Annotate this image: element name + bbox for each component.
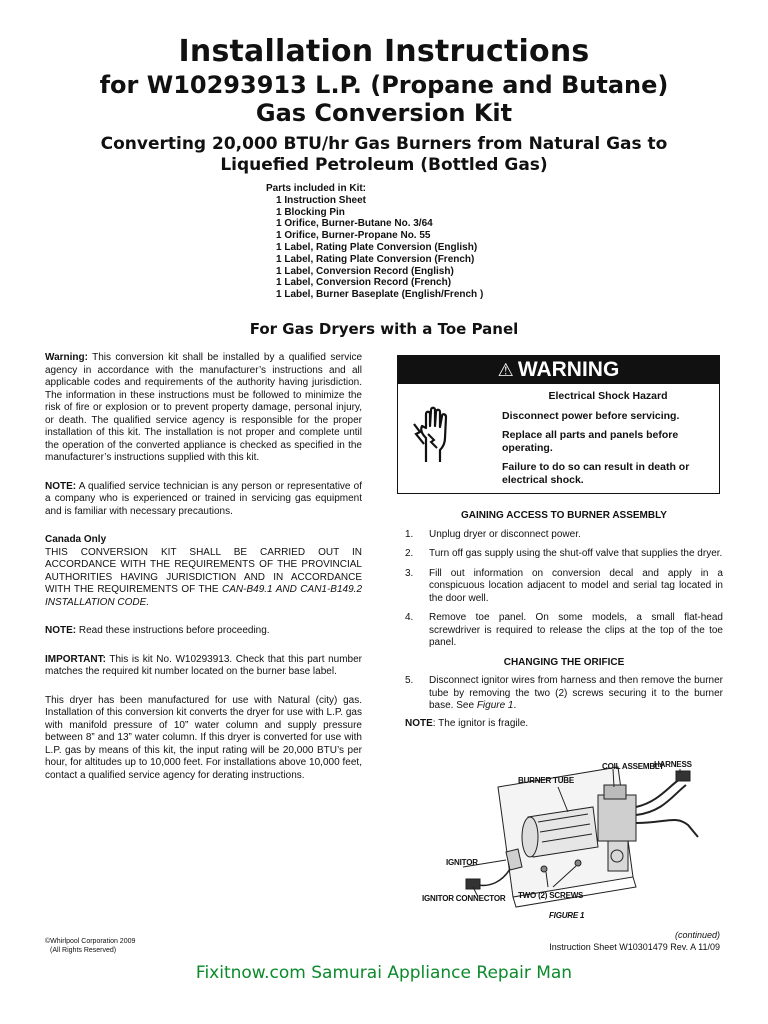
parts-item: 1 Orifice, Burner-Butane No. 3/64: [276, 218, 433, 230]
step-text: Fill out information on conversion decal and apply in a conspicuous location adjacent to model and serial tag located in the door well.: [429, 567, 723, 604]
right-column: [405, 510, 723, 730]
step-item: [405, 675, 723, 713]
note-label: NOTE:: [45, 480, 77, 492]
sheet-number: Instruction Sheet W10301479 Rev. A 11/09: [549, 942, 720, 952]
section-heading: CHANGING THE ORIFICE: [503, 656, 625, 668]
title-line-3: Gas Conversion Kit: [255, 99, 513, 127]
warning-text-block: [502, 390, 714, 493]
parts-item: 1 Label, Rating Plate Conversion (English): [276, 241, 478, 253]
note-label: NOTE:: [45, 625, 77, 636]
canada-paragraph: [45, 534, 362, 609]
label-two-screws: TWO (2) SCREWS: [518, 891, 584, 900]
page-title: Installation Instructions: [178, 34, 590, 69]
important-paragraph: [45, 654, 362, 679]
parts-item: 1 Label, Conversion Record (French): [276, 277, 452, 289]
step-item: [405, 568, 723, 606]
canada-text: THIS CONVERSION KIT SHALL BE CARRIED OUT IN ACCORDANCE WITH THE REQUIREMENTS OF THE PROVINCIAL AUTHORITIES HAVING JURISDICTION AND IN ACCORDANCE WITH THE REQUIREMENTS OF THE: [45, 546, 362, 595]
important-label: IMPORTANT:: [45, 653, 106, 665]
note-label: NOTE: [405, 717, 433, 729]
copyright-line: ©Whirlpool Corporation 2009: [45, 938, 136, 945]
warning-title: WARNING: [517, 358, 620, 381]
step-end: .: [513, 700, 517, 711]
step-item: [405, 529, 723, 542]
figure-1: [418, 757, 736, 927]
label-burner-tube: BURNER TUBE: [518, 776, 575, 785]
warning-triangle-icon: ⚠: [497, 360, 514, 380]
figure-reference: Figure 1: [476, 700, 514, 711]
warning-box: [397, 355, 720, 494]
step-text: Disconnect ignitor wires from harness and then remove the burner tube by removing the two (2) screws securing it to the burner base. See: [429, 675, 723, 711]
canada-heading: Canada Only: [45, 534, 107, 545]
parts-item: 1 Blocking Pin: [276, 206, 345, 218]
note-paragraph: [45, 481, 362, 519]
step-number: 4.: [405, 612, 414, 623]
step-item: [405, 548, 723, 561]
parts-list: [266, 183, 483, 301]
step-number: 2.: [405, 548, 414, 559]
copyright-line: (All Rights Reserved): [50, 947, 117, 954]
left-column: [45, 352, 362, 798]
step-item: [405, 612, 723, 650]
subtitle-line-1: Converting 20,000 BTU/hr Gas Burners from Natural Gas to: [100, 134, 668, 154]
note-text: A qualified service technician is any person or representative of a company who is experienced or trained in servicing gas equipment and is familiar with necessary precautions.: [45, 480, 362, 517]
warning-text: This conversion kit shall be installed by a qualified service agency in accordance with the manufacturer’s instructions and all applicable codes and requirements of the authority having jurisdiction. The information in these instructions must be followed to minimize the risk of fire or explosion or to prevent property damage, personal injury, or death. The qualified service agency is responsible for the proper installation of this kit. The installation is not proper and complete until the operation of the converted appliance is checked as specified in the manufacturer’s instructions supplied with this kit.: [45, 352, 362, 463]
note-text: Read these instructions before proceeding.: [76, 625, 270, 636]
label-ignitor-connector: IGNITOR CONNECTOR: [422, 894, 506, 903]
ignitor-note: [405, 718, 723, 731]
parts-item: 1 Label, Burner Baseplate (English/French ): [276, 289, 484, 301]
label-ignitor: IGNITOR: [446, 858, 478, 867]
step-number: 1.: [405, 528, 414, 540]
step-text: Unplug dryer or disconnect power.: [429, 528, 581, 540]
parts-item: 1 Label, Rating Plate Conversion (French): [276, 253, 475, 265]
canada-code: CAN-B49.1 AND CAN1-B149.2 INSTALLATION CODE.: [45, 584, 363, 608]
warning-line: Failure to do so can result in death or electrical shock.: [502, 461, 690, 486]
note-read-paragraph: [45, 625, 362, 638]
label-coil-assembly: COIL ASSEMBLY: [602, 762, 665, 771]
parts-item: 1 Label, Conversion Record (English): [276, 265, 454, 277]
warning-paragraph: [45, 352, 362, 465]
warning-line: Disconnect power before servicing.: [502, 410, 680, 422]
warning-header: [398, 356, 719, 384]
toe-panel-heading: For Gas Dryers with a Toe Panel: [249, 320, 519, 338]
label-harness: HARNESS: [654, 760, 692, 769]
title-line-2: for W10293913 L.P. (Propane and Butane): [99, 71, 669, 99]
step-number: 5.: [405, 675, 414, 686]
step-number: 3.: [405, 567, 414, 579]
warning-line: Replace all parts and panels before operating.: [502, 429, 679, 454]
site-footer: Fixitnow.com Samurai Appliance Repair Man: [195, 963, 573, 983]
parts-item: 1 Orifice, Burner-Propane No. 55: [276, 230, 431, 242]
figure-caption: FIGURE 1: [549, 911, 585, 920]
parts-item: 1 Instruction Sheet: [276, 194, 367, 206]
parts-heading: Parts included in Kit:: [266, 183, 367, 194]
copyright: [45, 937, 135, 955]
continued-note: (continued): [674, 930, 720, 940]
electric-shock-hand-icon: [412, 404, 458, 464]
subtitle-line-2: Liquefied Petroleum (Bottled Gas): [220, 155, 548, 175]
warning-label: Warning:: [45, 352, 88, 363]
important-text: This is kit No. W10293913. Check that this part number matches the required kit number located on the burner base label.: [45, 653, 362, 677]
step-text: Remove toe panel. On some models, a small flat-head screwdriver is required to release the clips at the top of the toe panel.: [429, 612, 723, 648]
step-text: Turn off gas supply using the shut-off valve that supplies the dryer.: [429, 548, 723, 559]
section-heading: GAINING ACCESS TO BURNER ASSEMBLY: [461, 510, 667, 521]
dryer-paragraph: This dryer has been manufactured for use with Natural (city) gas. Installation of this conversion kit converts the dryer for use with L.P. gas with manifold pressure of 10” water column and supply pressure between 8” and 13” water column. If this dryer is converted for use with L.P. gas by means of this kit, the input rating will be 20,000 BTU’s per hour, for altitudes up to 10,000 feet. For installations above 10,000 feet, contact a qualified service agency for derating instructions.: [45, 694, 362, 781]
hazard-type: Electrical Shock Hazard: [548, 390, 668, 402]
note-text: : The ignitor is fragile.: [432, 717, 529, 729]
